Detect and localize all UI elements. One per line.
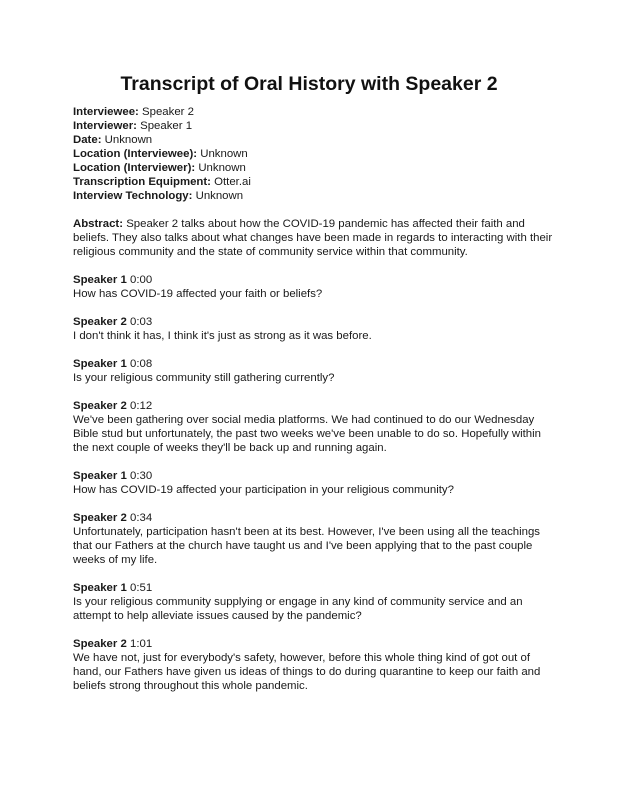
speaker-name: Speaker 1 (73, 274, 127, 286)
abstract-label: Abstract: (73, 218, 124, 230)
utterance-text: Is your religious community still gathering currently? (73, 372, 335, 384)
metadata-value: Speaker 2 (142, 106, 194, 118)
metadata-value: Unknown (104, 134, 153, 146)
transcript-entry (73, 637, 553, 693)
transcript-entry (73, 581, 553, 623)
speaker-name: Speaker 2 (73, 400, 127, 412)
metadata-interview-technology (73, 189, 553, 203)
metadata-transcription-equipment (73, 175, 553, 189)
metadata-value: Unknown (198, 162, 246, 174)
abstract (73, 217, 553, 259)
abstract-text: Speaker 2 talks about how the COVID-19 pandemic has affected their faith and beliefs. They also talks about what changes have been made in regards to interacting with their religious community and the state of community service within that community. (73, 218, 553, 258)
metadata-label: Interview Technology: (73, 190, 193, 202)
timestamp: 0:08 (130, 358, 153, 370)
document-title: Transcript of Oral History with Speaker 2 (120, 73, 498, 95)
metadata-block (73, 105, 553, 203)
metadata-location-interviewer (73, 161, 553, 175)
transcript-entry (73, 511, 553, 567)
metadata-label: Interviewer: (73, 120, 137, 132)
timestamp: 0:03 (130, 316, 153, 328)
speaker-name: Speaker 2 (73, 316, 127, 328)
metadata-label: Interviewee: (73, 106, 139, 118)
utterance-text: Unfortunately, participation hasn't been at its best. However, I've been using all the teachings that our Fathers at the church have taught us and I've been applying that to the past couple weeks of my life. (73, 526, 541, 566)
timestamp: 0:12 (130, 400, 153, 412)
transcript-entry (73, 315, 553, 343)
metadata-label: Date: (73, 134, 102, 146)
metadata-value: Unknown (200, 148, 248, 160)
metadata-label: Transcription Equipment: (73, 176, 211, 188)
metadata-date (73, 133, 553, 147)
utterance-text: I don't think it has, I think it's just as strong as it was before. (73, 330, 372, 342)
metadata-value: Unknown (195, 190, 244, 202)
speaker-name: Speaker 2 (73, 638, 127, 650)
utterance-text: Is your religious community supplying or engage in any kind of community service and an attempt to help alleviate issues caused by the pandemic? (73, 596, 523, 622)
speaker-name: Speaker 1 (73, 470, 127, 482)
utterance-text: How has COVID-19 affected your participation in your religious community? (73, 484, 454, 496)
document-page (73, 72, 553, 707)
speaker-name: Speaker 1 (73, 582, 127, 594)
transcript-entry (73, 469, 553, 497)
timestamp: 1:01 (130, 638, 153, 650)
transcript-entry (73, 273, 553, 301)
metadata-interviewer (73, 119, 553, 133)
metadata-interviewee (73, 105, 553, 119)
transcript-entry (73, 357, 553, 385)
metadata-label: Location (Interviewee): (73, 148, 198, 160)
metadata-value: Otter.ai (214, 176, 251, 188)
utterance-text: We've been gathering over social media platforms. We had continued to do our Wednesday Bible stud but unfortunately, the past two weeks we've been unable to do so. Hopefully within the next couple of weeks they'll be back up and running again. (73, 414, 541, 454)
metadata-value: Speaker 1 (140, 120, 193, 132)
utterance-text: We have not, just for everybody's safety, however, before this whole thing kind of got out of hand, our Fathers have given us ideas of things to do during quarantine to keep our faith and beliefs strong throughout this whole pandemic. (73, 652, 541, 692)
utterance-text: How has COVID-19 affected your faith or beliefs? (73, 288, 323, 300)
transcript-entry (73, 399, 553, 455)
timestamp: 0:30 (130, 470, 153, 482)
timestamp: 0:00 (130, 274, 153, 286)
speaker-name: Speaker 2 (73, 512, 127, 524)
metadata-label: Location (Interviewer): (73, 162, 196, 174)
timestamp: 0:34 (130, 512, 153, 524)
metadata-location-interviewee (73, 147, 553, 161)
speaker-name: Speaker 1 (73, 358, 127, 370)
timestamp: 0:51 (130, 582, 153, 594)
